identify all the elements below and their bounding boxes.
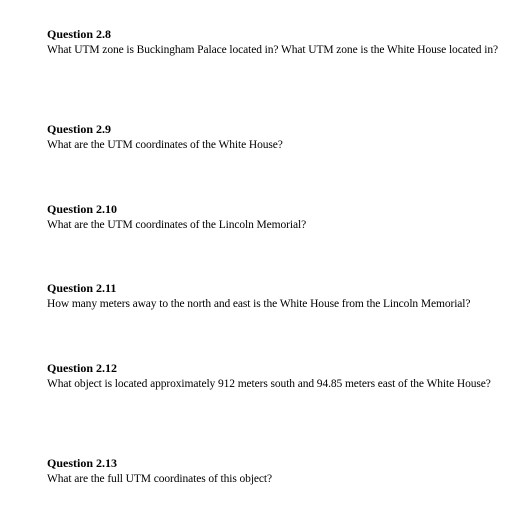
question-text: What are the UTM coordinates of the Lincoln Memorial? [47, 219, 307, 231]
question-block [47, 122, 517, 154]
question-block [47, 202, 517, 234]
question-title: Question 2.11 [47, 281, 117, 295]
question-text: What are the full UTM coordinates of this object? [47, 473, 273, 485]
question-title: Question 2.12 [47, 361, 118, 375]
question-block [47, 27, 517, 59]
question-block [47, 361, 517, 393]
question-block [47, 456, 517, 488]
question-title: Question 2.9 [47, 122, 112, 136]
question-text: What UTM zone is Buckingham Palace located in? What UTM zone is the White House located in? [47, 44, 498, 56]
question-title: Question 2.13 [47, 456, 118, 470]
question-title: Question 2.10 [47, 202, 118, 216]
question-text: What are the UTM coordinates of the White House? [47, 139, 283, 151]
question-text: How many meters away to the north and east is the White House from the Lincoln Memorial? [47, 298, 471, 310]
question-block [47, 281, 517, 313]
question-text: What object is located approximately 912 meters south and 94.85 meters east of the White House? [47, 378, 491, 390]
question-title: Question 2.8 [47, 27, 112, 41]
